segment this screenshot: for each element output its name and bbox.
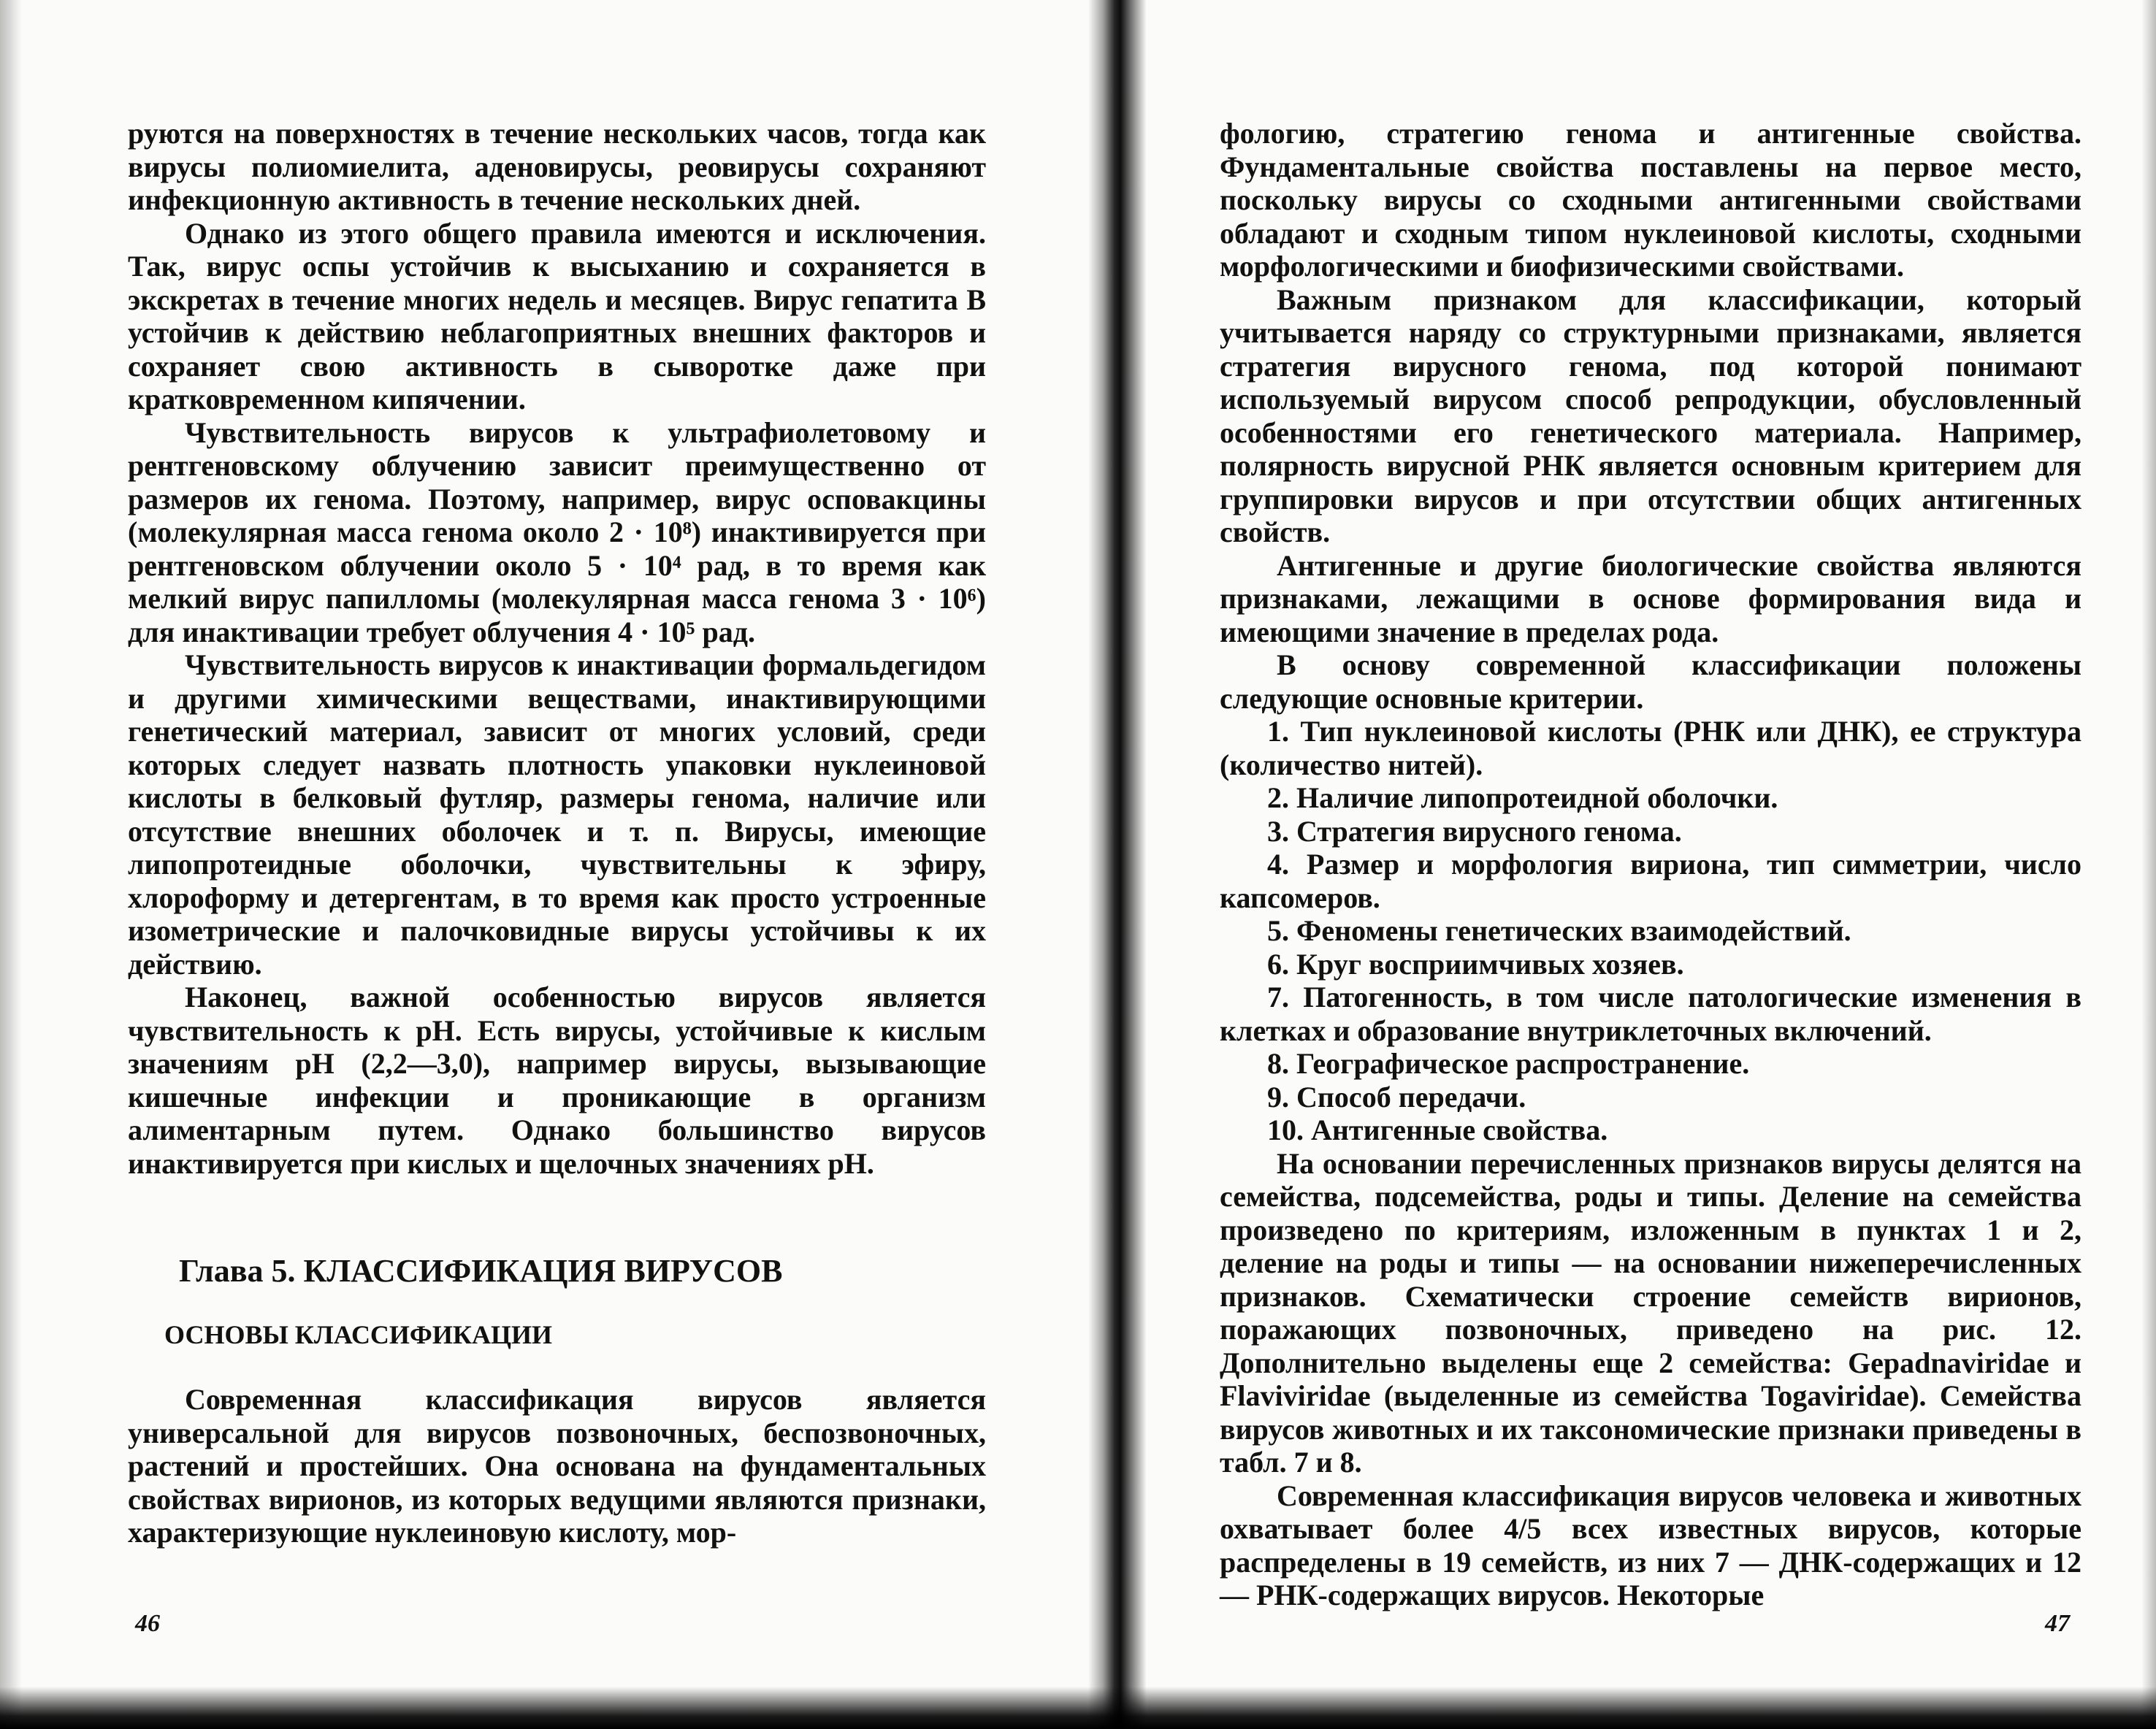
book-gutter-shadow [1088, 0, 1147, 1729]
criteria-item-6: 6. Круг восприимчивых хозяев. [1267, 947, 1684, 981]
left-paragraph-1: руются на поверхностях в течение нескольких часов, тогда как вирусы полиомиелита, аденовирусы, реовирусы сохраняют инфекционную активность в течение нескольких дней. [128, 117, 986, 216]
left-page [128, 117, 986, 1549]
right-paragraph-6: Современная классификация вирусов человека и животных охватывает более 4/5 всех известных вирусов, которые распределены в 19 семейств, из них 7 — ДНК-содержащих и 12 — РНК-содержащих вирусов. Некоторые [1220, 1479, 2082, 1611]
right-paragraph-4: В основу современной классификации положены следующие основные критерии. [1220, 648, 2082, 715]
right-paragraph-5: На основании перечисленных признаков вирусы делятся на семейства, подсемейства, роды и типы. Деление на семейства произведено по критериям, изложенным в пунктах 1 и 2, деление на роды и типы — на основании нижеперечисленных признаков. Схематически строение семейств вирионов, поражающих позвоночных, приведено на рис. 12. Дополнительно выделены еще 2 семейства: Gepadnaviridae и Flaviviridae (выделенные из семейства Togaviridae). Семейства вирусов животных и их таксономические признаки приведены в табл. 7 и 8. [1220, 1146, 2082, 1479]
left-paragraph-2: Однако из этого общего правила имеются и исключения. Так, вирус оспы устойчив к высыханию и сохраняется в экскретах в течение многих недель и месяцев. Вирус гепатита В устойчив к действию неблагоприятных внешних факторов и сохраняет свою активность в сыворотке даже при кратковременном кипячении. [128, 216, 986, 415]
criteria-item-2: 2. Наличие липопротеидной оболочки. [1267, 781, 1778, 814]
right-paragraph-1: фологию, стратегию генома и антигенные свойства. Фундаментальные свойства поставлены на первое место, поскольку вирусы со сходными антигенными свойствами обладают и сходным типом нуклеиновой кислоты, сходными морфологическими и биофизическими свойствами. [1220, 117, 2082, 283]
criteria-item-7: 7. Патогенность, в том числе патологические изменения в клетках и образование внутриклеточных включений. [1220, 981, 2082, 1047]
bottom-edge-shadow [0, 1687, 2156, 1729]
left-paragraph-3: Чувствительность вирусов к ультрафиолетовому и рентгеновскому облучению зависит преимущественно от размеров их генома. Поэтому, например, вирус осповакцины (молекулярная масса генома около 2 · 10⁸) инактивируется при рентгеновском облучении около 5 · 10⁴ рад, в то время как мелкий вирус папилломы (молекулярная масса генома 3 · 10⁶) для инактивации требует облучения 4 · 10⁵ рад. [128, 415, 986, 648]
criteria-item-4: 4. Размер и морфология вириона, тип симметрии, число капсомеров. [1220, 848, 2082, 914]
criteria-item-8: 8. Географическое распространение. [1267, 1047, 1750, 1080]
right-paragraph-3: Антигенные и другие биологические свойства являются признаками, лежащими в основе формирования вида и имеющими значение в пределах рода. [1220, 548, 2082, 648]
chapter-title: Глава 5. КЛАССИФИКАЦИЯ ВИРУСОВ [179, 1253, 783, 1289]
page-number-left: 46 [135, 1610, 160, 1637]
criteria-item-1: 1. Тип нуклеиновой кислоты (РНК или ДНК), ее структура (количество нитей). [1220, 715, 2082, 781]
page-number-right: 47 [2045, 1610, 2070, 1637]
section-title: ОСНОВЫ КЛАССИФИКАЦИИ [164, 1320, 552, 1349]
right-paragraph-2: Важным признаком для классификации, который учитывается наряду со структурными признаками, является стратегия вирусного генома, под которой понимают используемый вирусом способ репродукции, обусловленный особенностями его генетического материала. Например, полярность вирусной РНК является основным критерием для группировки вирусов и при отсутствии общих антигенных свойств. [1220, 283, 2082, 548]
right-page [1220, 117, 2082, 1612]
criteria-item-3: 3. Стратегия вирусного генома. [1267, 814, 1682, 848]
page-edge-shadow-left [0, 0, 22, 1729]
section-paragraph: Современная классификация вирусов является универсальной для вирусов позвоночных, беспозвоночных, растений и простейших. Она основана на фундаментальных свойствах вирионов, из которых ведущими являются признаки, характеризующие нуклеиновую кислоту, мор- [128, 1383, 986, 1549]
criteria-item-5: 5. Феномены генетических взаимодействий. [1267, 914, 1851, 947]
left-paragraph-4: Чувствительность вирусов к инактивации формальдегидом и другими химическими веществами, инактивирующими генетический материал, зависит от многих условий, среди которых следует назвать плотность упаковки нуклеиновой кислоты в белковый футляр, размеры генома, наличие или отсутствие внешних оболочек и т. п. Вирусы, имеющие липопротеидные оболочки, чувствительны к эфиру, хлороформу и детергентам, в то время как просто устроенные изометрические и палочковидные вирусы устойчивы к их действию. [128, 648, 986, 981]
page-edge-shadow-right [2141, 0, 2156, 1729]
criteria-list [1220, 715, 2082, 1147]
criteria-item-9: 9. Способ передачи. [1267, 1080, 1526, 1113]
criteria-item-10: 10. Антигенные свойства. [1267, 1113, 1608, 1146]
left-paragraph-5: Наконец, важной особенностью вирусов является чувствительность к рН. Есть вирусы, устойчивые к кислым значениям рН (2,2—3,0), например вирусы, вызывающие кишечные инфекции и проникающие в организм алиментарным путем. Однако большинство вирусов инактивируется при кислых и щелочных значениях рН. [128, 981, 986, 1180]
